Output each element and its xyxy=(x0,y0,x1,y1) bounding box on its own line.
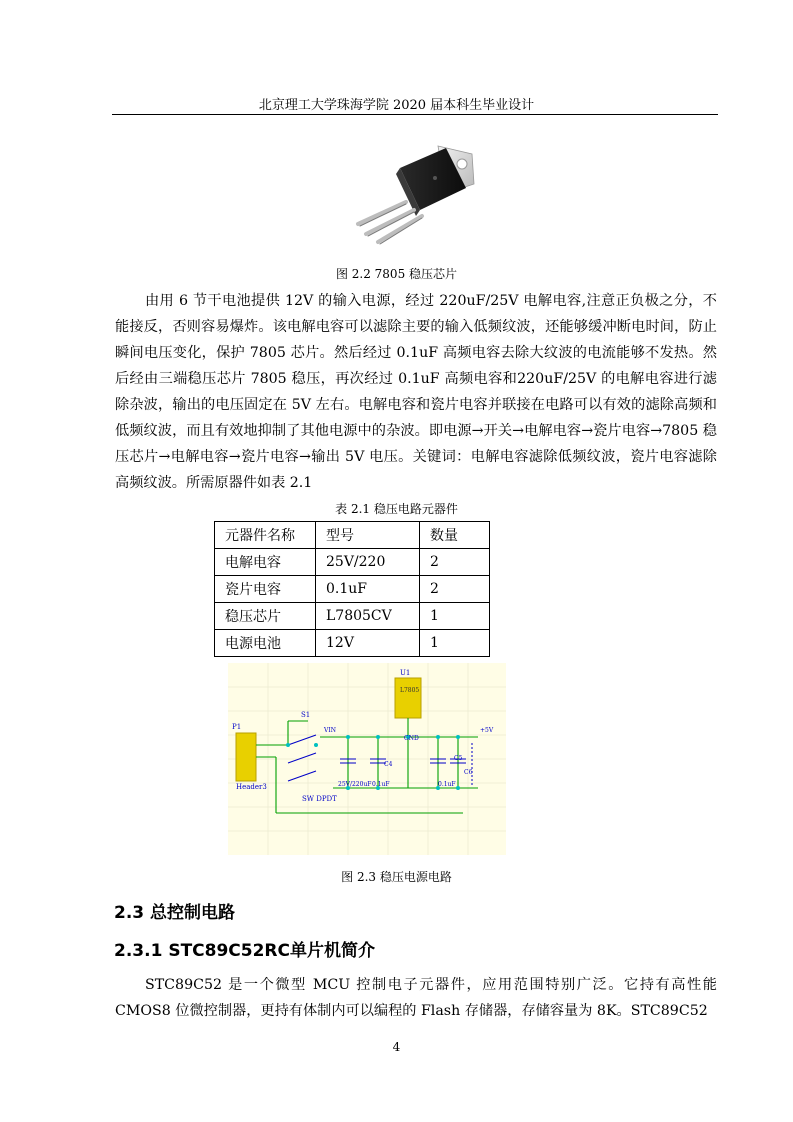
table-row xyxy=(215,549,490,576)
schematic-label-c4: C4 xyxy=(384,761,393,768)
table-2-1-caption: 表 2.1 稳压电路元器件 xyxy=(335,502,458,516)
page-header: 北京理工大学珠海学院 2020 届本科生毕业设计 xyxy=(258,98,535,113)
table-cell: 稳压芯片 xyxy=(215,603,316,630)
figure-7805-chip-image xyxy=(350,140,480,250)
table-header-cell: 数量 xyxy=(420,522,490,549)
schematic-label-c2: 0.1uF xyxy=(372,781,390,788)
section-heading-2-3-1: 2.3.1 STC89C52RC单片机简介 xyxy=(114,941,375,961)
schematic-label-u1: U1 xyxy=(400,669,411,677)
schematic-label-c3: 0.1uF xyxy=(438,781,456,788)
table-cell: 瓷片电容 xyxy=(215,576,316,603)
paragraph-2-text: STC89C52 是一个微型 MCU 控制电子元器件，应用范围特别广泛。它持有高性能 CMOS8 位微控制器，更持有体制内可以编程的 Flash 存储器，存储容量为 8K。STC89C52 xyxy=(115,977,717,1019)
schematic-label-p1: P1 xyxy=(232,723,242,731)
table-cell: 1 xyxy=(420,630,490,657)
table-row xyxy=(215,630,490,657)
body-paragraph-2 xyxy=(115,972,717,1024)
table-cell: 2 xyxy=(420,549,490,576)
schematic-label-switch: SW DPDT xyxy=(302,795,337,803)
schematic-label-c6: C6 xyxy=(464,769,473,776)
table-header-cell: 元器件名称 xyxy=(215,522,316,549)
figure-2-2-caption: 图 2.2 7805 稳压芯片 xyxy=(335,267,458,281)
components-table xyxy=(214,521,490,657)
table-cell: 0.1uF xyxy=(316,576,420,603)
body-paragraph-1 xyxy=(115,288,717,496)
schematic-label-gnd: GND xyxy=(404,735,419,742)
figure-2-3-caption: 图 2.3 稳压电源电路 xyxy=(341,870,452,884)
figure-2-3-schematic xyxy=(228,663,506,855)
section-heading-2-3: 2.3 总控制电路 xyxy=(114,903,236,923)
page-number: 4 xyxy=(392,1040,401,1054)
schematic-label-c1: 25V/220uF xyxy=(338,781,372,788)
table-row xyxy=(215,603,490,630)
table-cell: 2 xyxy=(420,576,490,603)
table-header-cell: 型号 xyxy=(316,522,420,549)
table-header-row xyxy=(215,522,490,549)
paragraph-1-text: 由用 6 节干电池提供 12V 的输入电源，经过 220uF/25V 电解电容,注意正负极之分，不能接反，否则容易爆炸。该电解电容可以滤除主要的输入低频纹波，还能够缓冲断电时间，防止瞬间电压变化，保护 7805 芯片。然后经过 0.1uF 高频电容去除大纹波的电流能够不发热。然后经由三端稳压芯片 7805 稳压，再次经过 0.1uF 高频电容和220uF/25V 的电解电容进行滤除杂波，输出的电压固定在 5V 左右。电解电容和瓷片电容并联接在电路可以有效的滤除高频和低频纹波，而且有效地抑制了其他电源中的杂波。即电源→开关→电解电容→瓷片电容→7805 稳压芯片→电解电容→瓷片电容→输出 5V 电压。关键词：电解电容滤除低频纹波，瓷片电容滤除高频纹波。所需原器件如表 2.1 xyxy=(115,293,717,491)
schematic-label-chip: L7805 xyxy=(400,687,420,694)
header-rule xyxy=(112,114,718,115)
table-cell: 电解电容 xyxy=(215,549,316,576)
table-row xyxy=(215,576,490,603)
table-cell: 25V/220 xyxy=(316,549,420,576)
schematic-label-s1: S1 xyxy=(301,711,311,719)
table-cell: 电源电池 xyxy=(215,630,316,657)
schematic-label-out: +5V xyxy=(480,727,494,734)
table-cell: 12V xyxy=(316,630,420,657)
schematic-drawing xyxy=(228,663,506,855)
schematic-label-vin: VIN xyxy=(324,727,336,734)
table-cell: 1 xyxy=(420,603,490,630)
schematic-label-header: Header3 xyxy=(236,783,267,791)
schematic-label-c5: C5 xyxy=(454,755,463,762)
table-cell: L7805CV xyxy=(316,603,420,630)
